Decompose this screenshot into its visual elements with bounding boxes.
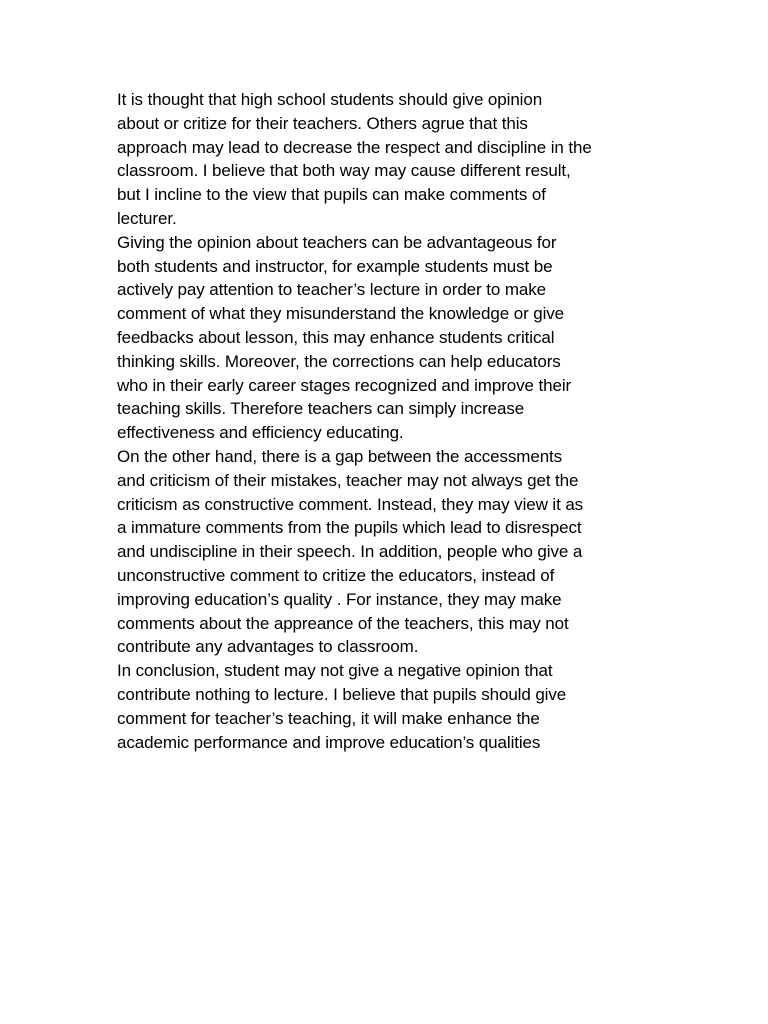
essay-line: contribute any advantages to classroom. bbox=[117, 637, 419, 657]
essay-line: comment for teacher’s teaching, it will make enhance the bbox=[117, 708, 540, 728]
essay-line: contribute nothing to lecture. I believe that pupils should give bbox=[117, 684, 567, 704]
essay-line: In conclusion, student may not give a negative opinion that bbox=[117, 661, 553, 681]
essay-line: It is thought that high school students should give opinion bbox=[117, 90, 543, 109]
essay-line: thinking skills. Moreover, the corrections can help educators bbox=[117, 351, 561, 371]
essay-line: who in their early career stages recognized and improve their bbox=[117, 375, 572, 395]
essay-line: criticism as constructive comment. Instead, they may view it as bbox=[117, 494, 584, 514]
essay-line: comments about the appreance of the teachers, this may not bbox=[117, 613, 569, 633]
essay-line: comment of what they misunderstand the knowledge or give bbox=[117, 304, 565, 324]
essay-line: unconstructive comment to critize the educators, instead of bbox=[117, 565, 555, 585]
essay-line: improving education’s quality . For instance, they may make bbox=[117, 589, 562, 609]
essay-line: Giving the opinion about teachers can be advantageous for bbox=[117, 232, 557, 252]
essay-text bbox=[117, 88, 657, 754]
essay-line: both students and instructor, for example students must be bbox=[117, 256, 553, 276]
essay-line: classroom. I believe that both way may cause different result, bbox=[117, 161, 571, 181]
essay-line: and undiscipline in their speech. In addition, people who give a bbox=[117, 542, 583, 562]
essay-line: On the other hand, there is a gap between the accessments bbox=[117, 446, 563, 466]
essay-line: feedbacks about lesson, this may enhance students critical bbox=[117, 327, 555, 347]
essay-line: about or critize for their teachers. Others agrue that this bbox=[117, 113, 528, 133]
essay-line: lecturer. bbox=[117, 208, 177, 228]
essay-line: teaching skills. Therefore teachers can simply increase bbox=[117, 399, 525, 419]
essay-line: and criticism of their mistakes, teacher may not always get the bbox=[117, 470, 579, 490]
essay-line: academic performance and improve education’s qualities bbox=[117, 732, 541, 752]
essay-line: a immature comments from the pupils which lead to disrespect bbox=[117, 518, 582, 538]
essay-line: effectiveness and efficiency educating. bbox=[117, 423, 404, 443]
essay-line: but I incline to the view that pupils can make comments of bbox=[117, 185, 546, 205]
essay-line: approach may lead to decrease the respect and discipline in the bbox=[117, 137, 592, 157]
essay-line: actively pay attention to teacher’s lecture in order to make bbox=[117, 280, 546, 300]
